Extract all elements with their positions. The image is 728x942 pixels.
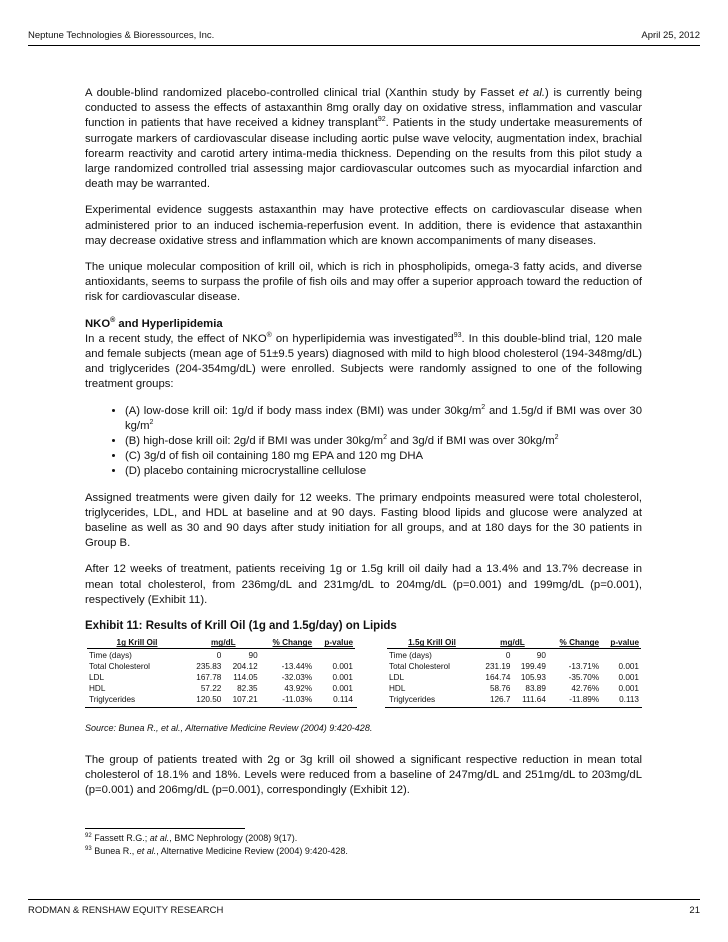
treatment-group-d: • (D) placebo containing microcrystalline cellulose — [125, 464, 642, 479]
table-row: HDL 57.22 82.35 43.92% 0.001 — [89, 684, 353, 694]
table-1g-krill-oil: 1g Krill Oil mg/dL % Change p-value Time (days) 0 90 Total Cholesterol 235.83 204.12 -13.44% 0.001 LDL 167.78 114.05 -32.03% 0.001 HDL 57.22 82.35 43.92% 0.001 Triglycerides 120.50 107.21 -11.03% 0.114 — [89, 638, 353, 705]
footnote-ref-93: 93 — [453, 332, 462, 340]
paragraph-treatment-schedule: Assigned treatments were given daily for 12 weeks. The primary endpoints measured were total cholesterol, triglycerides, LDL, and HDL at baseline and at 90 days. Fasting blood lipids and glucose were analyzed at baseline as well as 30 and 90 days after study initiation for all groups, and at 180 days for the 30 patients in Group B. — [85, 491, 642, 550]
section-heading-nko: NKO® and Hyperlipidemia — [85, 316, 223, 330]
table-row: Time (days) 0 90 — [89, 651, 258, 661]
paragraph-12-week-results: After 12 weeks of treatment, patients receiving 1g or 1.5g krill oil daily had a 13.4% and 13.7% decrease in mean total cholesterol, from 236mg/dL and 231mg/dL to 204mg/dL (p=0.001) and 199mg/dL (p=0.001), respectively (Exhibit 11). — [85, 563, 642, 606]
table-row: Total Cholesterol 235.83 204.12 -13.44% 0.001 — [89, 662, 353, 672]
footnote-ref-92: 92 — [377, 116, 386, 124]
paragraph-high-dose-results: The group of patients treated with 2g or 3g krill oil showed a significant respective reduction in mean total cholesterol of 18.1% and 18%. Levels were reduced from a baseline of 247mg/dL and 251mg/dL to 203mg/dL (p=0.001) and 206mg/dL (p=0.001), correspondingly (Exhibit 12). — [85, 753, 642, 796]
paragraph-hyperlipidemia-study: In a recent study, the effect of NKO® on hyperlipidemia was investigated$^{93}$. In this double-blind trial, 120 male and female subjects (mean age of 51±9.5 years) diagnosed with mild to high blood cholesterol (194-348mg/dL) and triglycerides (204-354mg/dL) were enrolled. Subjects were randomly assigned to one of the following treatment groups: — [85, 332, 643, 391]
table-row: Triglycerides 126.7 111.64 -11.89% 0.113 — [389, 695, 639, 705]
paragraph-xanthin-study: A double-blind randomized placebo-controlled clinical trial (Xanthin study by Fasset et al.) is currently being conducted to assess the effects of astaxanthin 8mg orally day on oxidative stress, inflammation and vascular function in patients that have received a kidney transplant$^{92}$. Patients in the study undertake measurements of surrogate markers of cardiovascular disease including aortic pulse wave velocity, augmentation index, brachial forearm reactivity and carotid artery intima-media thickness. Depending on the results from this pilot study a large randomized controlled trial assessing major cardiovascular outcomes such as myocardial infarction and death may be warranted. — [85, 87, 643, 191]
treatment-group-b: • (B) high-dose krill oil: 2g/d if BMI was under $30kg/m^2$ and 3g/d if BMI was over $30kg/m^2$ — [125, 434, 642, 449]
table-row: Time (days) 0 90 — [389, 651, 546, 661]
footnote-92: $^{92}$ Fassett R.G.; at al., BMC Nephrology (2008) 9(17). — [85, 833, 298, 843]
table-row: Total Cholesterol 231.19 199.49 -13.71% 0.001 — [389, 662, 639, 672]
footnotes — [85, 832, 348, 858]
table-row: LDL 167.78 114.05 -32.03% 0.001 — [89, 673, 353, 683]
header-company: Neptune Technologies & Bioressources, Inc. — [28, 30, 215, 41]
table-2-bottom-rule — [385, 707, 642, 708]
footer-rule — [28, 899, 700, 900]
footer-firm: RODMAN & RENSHAW EQUITY RESEARCH — [28, 905, 224, 916]
footnote-93: $^{93}$ Bunea R., et al., Alternative Medicine Review (2004) 9:420-428. — [85, 846, 348, 856]
paragraph-krill-composition: The unique molecular composition of krill oil, which is rich in phospholipids, omega-3 fatty acids, and diverse antioxidants, seems to surpass the profile of fish oils and may offer a superior approach toward the reduction of risk for cardiovascular disease. — [85, 261, 642, 304]
exhibit-source: Source: Bunea R., et al., Alternative Medicine Review (2004) 9:420-428. — [85, 723, 373, 734]
table-row: LDL 164.74 105.93 -35.70% 0.001 — [389, 673, 639, 683]
main-content — [85, 86, 642, 809]
treatment-group-a: • (A) low-dose krill oil: 1g/d if body mass index (BMI) was under $30kg/m^2$ and 1.5g/d if BMI was over 30 $kg/m^2$ — [125, 404, 642, 434]
table-1-bottom-rule — [85, 707, 357, 708]
header-date: April 25, 2012 — [641, 30, 700, 41]
treatment-group-c: • (C) 3g/d of fish oil containing 180 mg EPA and 120 mg DHA — [125, 449, 642, 464]
header-rule — [28, 45, 700, 46]
footnote-rule — [85, 828, 245, 829]
table-row: HDL 58.76 83.89 42.76% 0.001 — [389, 684, 639, 694]
page-number: 21 — [689, 905, 700, 916]
exhibit-11-tables — [85, 637, 642, 707]
treatment-groups-list — [85, 404, 642, 480]
paragraph-experimental-evidence: Experimental evidence suggests astaxanthin may have protective effects on cardiovascular disease when administered prior to an induced ischemia-reperfusion event. In addition, there is evidence that astaxanthin may decrease oxidative stress and inflammation which are known accompaniments of many diseases. — [85, 204, 642, 247]
exhibit-title: Exhibit 11: Results of Krill Oil (1g and 1.5g/day) on Lipids — [85, 620, 397, 633]
table-row: Triglycerides 120.50 107.21 -11.03% 0.114 — [89, 695, 353, 705]
table-1-5g-krill-oil: 1.5g Krill Oil mg/dL % Change p-value Time (days) 0 90 Total Cholesterol 231.19 199.49 -13.71% 0.001 LDL 164.74 105.93 -35.70% 0.001 HDL 58.76 83.89 42.76% 0.001 Triglycerides 126.7 111.64 -11.89% 0.113 — [389, 638, 639, 705]
